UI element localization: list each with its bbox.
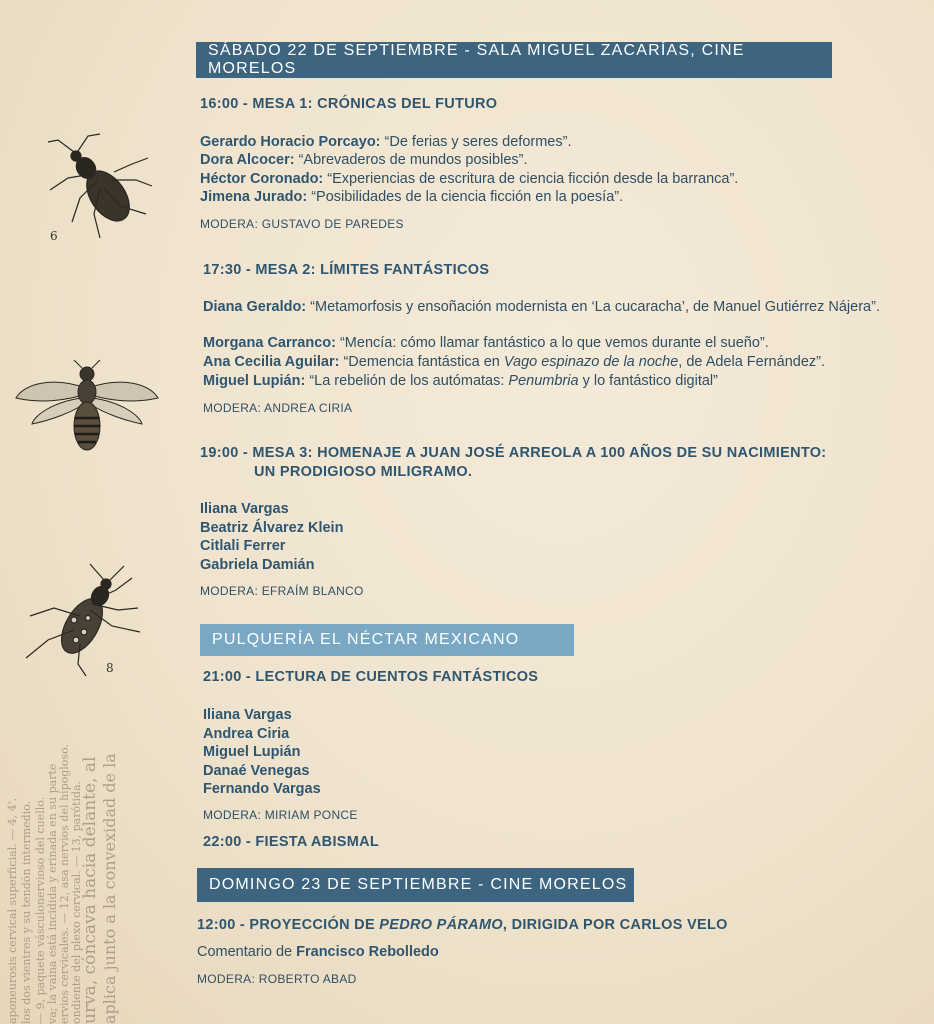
day2-moderator: MODERA: ROBERTO ABAD <box>197 972 357 986</box>
side-text-line: urva, cóncava hacia delante, al <box>80 756 100 1024</box>
wasp-illustration <box>12 358 162 458</box>
side-text-line: aponeurosis cervical superficial. — 4, 4'. <box>6 797 19 1024</box>
mesa2-moderator: MODERA: ANDREA CIRIA <box>203 401 353 415</box>
mesa3-title-line2: UN PRODIGIOSO MILIGRAMO. <box>254 464 473 480</box>
screening-title-part: , DIRIGIDA POR CARLOS VELO <box>502 917 728 933</box>
mesa3-participants <box>200 500 343 574</box>
participant-name: Iliana Vargas <box>203 707 292 723</box>
talk-title-part: “La rebelión de los autómatas: <box>305 373 509 389</box>
book-title: Penumbria <box>508 373 579 389</box>
comment-prefix: Comentario de <box>197 944 297 960</box>
side-text-line: aplica junto a la convexidad de la <box>100 753 119 1024</box>
venue2-banner: PULQUERÍA EL NÉCTAR MEXICANO <box>200 624 574 656</box>
mesa2-title: 17:30 - MESA 2: LÍMITES FANTÁSTICOS <box>203 262 490 278</box>
talk-title-part: “Demencia fantástica en <box>339 354 504 370</box>
day2-banner: DOMINGO 23 DE SEPTIEMBRE - CINE MORELOS <box>197 868 634 902</box>
speaker-name: Ana Cecilia Aguilar: <box>203 354 340 370</box>
participant-name: Miguel Lupián <box>203 744 301 761</box>
participant-name: Andrea Ciria <box>203 725 290 742</box>
side-anatomy-text <box>0 640 120 1024</box>
participant-name: Danaé Venegas <box>203 762 310 779</box>
screening-title <box>197 917 728 933</box>
commentator-name: Francisco Rebolledo <box>296 944 439 960</box>
screening-comment <box>197 944 439 960</box>
mesa3-title <box>200 444 826 482</box>
mesa3-title-line1: 19:00 - MESA 3: HOMENAJE A JUAN JOSÉ ARREOLA A 100 AÑOS DE SU NACIMIENTO: <box>200 445 827 461</box>
talk-item <box>200 134 571 150</box>
talk-title: “De ferias y seres deformes”. <box>380 134 572 150</box>
talk-title: “Experiencias de escritura de ciencia ficción desde la barranca”. <box>323 171 739 187</box>
talk-item <box>200 189 623 205</box>
day1-banner: SÁBADO 22 DE SEPTIEMBRE - SALA MIGUEL ZACARÍAS, CINE MORELOS <box>196 42 832 78</box>
talk-item <box>200 171 738 187</box>
participant-name: Fernando Vargas <box>203 781 321 798</box>
talk-item <box>203 354 825 370</box>
talk-title: “Posibilidades de la ciencia ficción en la poesía”. <box>307 189 624 205</box>
participant-name: Iliana Vargas <box>200 501 289 517</box>
speaker-name: Miguel Lupián: <box>203 373 306 389</box>
participant-name: Gabriela Damián <box>200 556 315 573</box>
talk-item <box>203 373 718 389</box>
speaker-name: Gerardo Horacio Porcayo: <box>200 134 381 150</box>
side-text-line: — 9, paquete vásculonervioso del cuello. <box>34 796 47 1024</box>
mesa1-moderator: MODERA: GUSTAVO DE PAREDES <box>200 217 404 231</box>
talk-title: “Metamorfosis y ensoñación modernista en ‘La cucaracha’, de Manuel Gutiérrez Nájera”. <box>306 299 880 315</box>
side-text-line: los dos vientres y su tendón intermedio. <box>20 800 33 1024</box>
speaker-name: Jimena Jurado: <box>200 189 308 205</box>
side-text-line: ondiente del plexo cervical. — 13, parótida. <box>70 780 83 1024</box>
speaker-name: Dora Alcocer: <box>200 152 295 168</box>
talk-item <box>203 298 893 317</box>
talk-title-part: , de Adela Fernández”. <box>678 354 825 370</box>
side-text-line: va; la vaina está incidida y erinada en su parte <box>46 763 59 1024</box>
screening-title-part: 12:00 - PROYECCIÓN DE <box>197 917 380 933</box>
mesa3-moderator: MODERA: EFRAÍM BLANCO <box>200 584 364 598</box>
speaker-name: Diana Geraldo: <box>203 299 307 315</box>
participant-name: Beatriz Álvarez Klein <box>200 519 344 536</box>
party-title: 22:00 - FIESTA ABISMAL <box>203 834 380 850</box>
talk-item <box>200 152 528 168</box>
book-title: Vago espinazo de la noche <box>503 354 679 370</box>
talk-item <box>203 335 769 351</box>
side-text-line: ervios cervicales. — 12, asa nervios del hipogloso. <box>58 744 71 1024</box>
figure-label-6: 6 <box>50 229 58 243</box>
participant-name: Citlali Ferrer <box>200 538 286 555</box>
beetle-illustration-top <box>28 128 158 248</box>
speaker-name: Morgana Carranco: <box>203 335 336 351</box>
talk-title: “Abrevaderos de mundos posibles”. <box>294 152 528 168</box>
reading-participants <box>203 706 321 799</box>
reading-moderator: MODERA: MIRIAM PONCE <box>203 808 358 822</box>
figure-label-8: 8 <box>106 661 114 675</box>
mesa1-title: 16:00 - MESA 1: CRÓNICAS DEL FUTURO <box>200 96 498 112</box>
talk-title-part: y lo fantástico digital” <box>578 373 718 389</box>
reading-title: 21:00 - LECTURA DE CUENTOS FANTÁSTICOS <box>203 669 539 685</box>
speaker-name: Héctor Coronado: <box>200 171 324 187</box>
film-title: PEDRO PÁRAMO <box>379 917 503 933</box>
talk-title: “Mencía: cómo llamar fantástico a lo que vemos durante el sueño”. <box>335 335 769 351</box>
